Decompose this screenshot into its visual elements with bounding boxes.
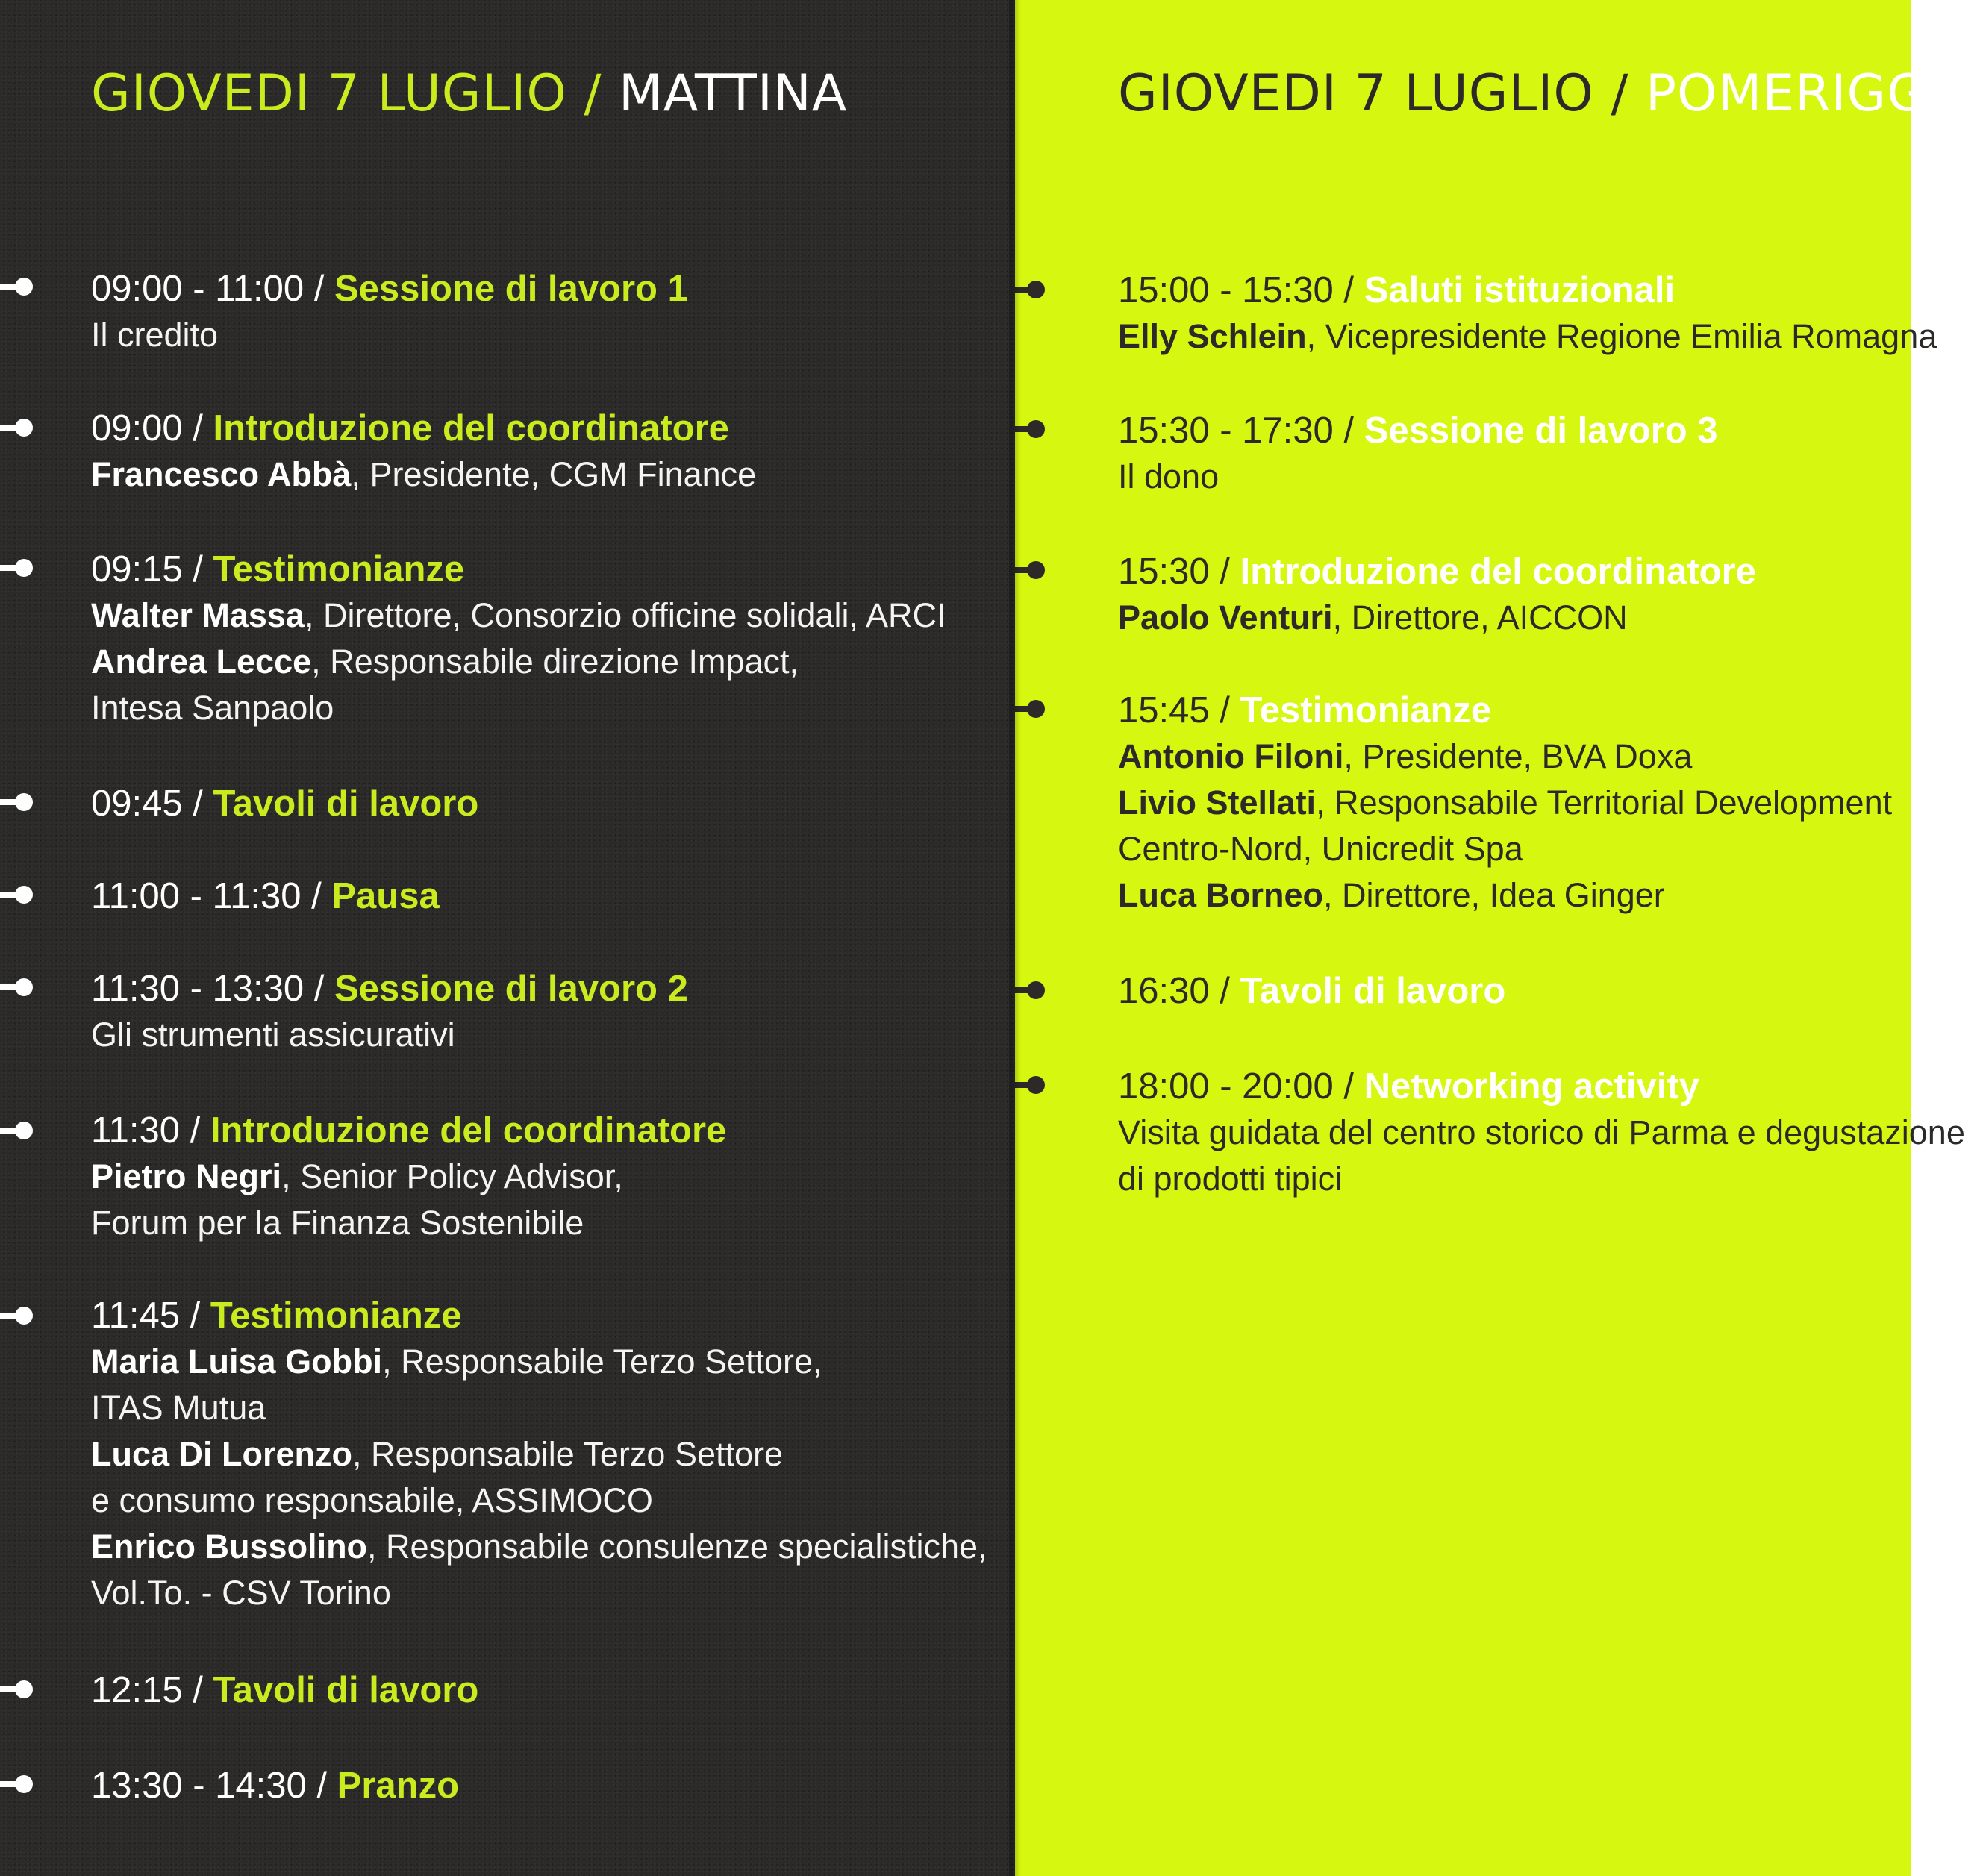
entry-time: 16:30 / [1118, 971, 1240, 1011]
speaker-role: , Presidente, CGM Finance [351, 455, 757, 493]
entry-title: Tavoli di lavoro [213, 784, 479, 824]
speaker-role: , Presidente, BVA Doxa [1343, 737, 1693, 775]
entry-header [91, 1107, 726, 1154]
entry-header [91, 266, 688, 312]
entry-time: 11:30 / [91, 1110, 210, 1151]
entry-title: Testimonianze [213, 549, 465, 590]
entry-title: Tavoli di lavoro [1240, 971, 1506, 1011]
entry-title: Introduzione del coordinatore [213, 408, 729, 448]
entry-header [91, 873, 440, 919]
speaker-name: Francesco Abbà [91, 455, 352, 493]
entry-description: Il credito [91, 316, 219, 354]
speaker [1118, 780, 1892, 826]
timeline-bullet-icon [0, 278, 33, 296]
entry-title: Testimonianze [210, 1295, 462, 1336]
page-fold-shadow [1009, 0, 1021, 1876]
entry-description: Il dono [1118, 457, 1220, 495]
agenda-entry [91, 1667, 478, 1713]
speaker-role: , Responsabile direzione Impact, [311, 642, 799, 681]
heading-day: GIOVEDI 7 LUGLIO / [91, 64, 619, 123]
entry-time: 09:15 / [91, 549, 213, 590]
speaker-name: Antonio Filoni [1118, 737, 1344, 775]
entry-header [1118, 267, 1937, 313]
speaker-name: Livio Stellati [1118, 784, 1317, 822]
speaker-role: , Vicepresidente Regione Emilia Romagna [1306, 317, 1937, 355]
speaker-name: Elly Schlein [1118, 317, 1307, 355]
heading-part: POMERIGGIO [1646, 64, 1983, 123]
entry-description: Visita guidata del centro storico di Parma e degustazione [1118, 1113, 1965, 1151]
entry-header [91, 1292, 987, 1339]
entry-time: 12:15 / [91, 1670, 213, 1710]
entry-description-continued: di prodotti tipici [1118, 1160, 1343, 1198]
entry-time: 09:00 / [91, 408, 213, 448]
entry-time: 11:30 - 13:30 / [91, 969, 334, 1009]
agenda-entry [1118, 687, 1892, 919]
speaker-name: Andrea Lecce [91, 642, 312, 681]
agenda-entry [91, 266, 688, 358]
agenda-entry [1118, 548, 1756, 641]
timeline-bullet-icon [0, 793, 33, 811]
entry-title: Networking activity [1364, 1066, 1699, 1107]
heading-day: GIOVEDI 7 LUGLIO / [1118, 64, 1646, 123]
agenda-entry [91, 405, 756, 498]
morning-heading [91, 64, 847, 123]
entry-header [1118, 1063, 1965, 1110]
speaker [91, 1524, 987, 1570]
speaker-name: Luca Borneo [1118, 876, 1324, 914]
entry-title: Pausa [331, 876, 440, 916]
speaker-name: Walter Massa [91, 596, 305, 634]
entry-header [1118, 687, 1892, 734]
entry-time: 18:00 - 20:00 / [1118, 1066, 1364, 1107]
speaker-role: , Direttore, Idea Ginger [1323, 876, 1665, 914]
speaker [91, 1431, 987, 1478]
speaker-role-continued: e consumo responsabile, ASSIMOCO [91, 1481, 653, 1519]
agenda-entry [1118, 407, 1718, 500]
speaker [1118, 313, 1937, 360]
speaker [1118, 595, 1756, 641]
afternoon-panel [1015, 0, 1983, 1876]
agenda-entry [91, 546, 946, 731]
speaker-name: Pietro Negri [91, 1157, 282, 1195]
entry-time: 13:30 - 14:30 / [91, 1766, 337, 1806]
entry-time: 11:00 - 11:30 / [91, 876, 332, 916]
speaker-role-continued: ITAS Mutua [91, 1389, 266, 1427]
speaker-name: Paolo Venturi [1118, 598, 1333, 637]
speaker [91, 1154, 726, 1200]
speaker [1118, 734, 1892, 780]
speaker-role-continued: Centro-Nord, Unicredit Spa [1118, 830, 1523, 868]
entry-header [1118, 968, 1505, 1014]
speaker-role: , Responsabile Terzo Settore [352, 1435, 784, 1473]
speaker-role: , Direttore, AICCON [1332, 598, 1628, 637]
agenda-entry [1118, 968, 1505, 1014]
agenda-entry [91, 966, 688, 1058]
agenda-entry [1118, 1063, 1965, 1202]
agenda-entry [91, 1763, 459, 1809]
entry-header [91, 405, 756, 451]
agenda-entry [91, 873, 440, 919]
timeline-bullet-icon [0, 419, 33, 437]
agenda-entry [91, 1107, 726, 1246]
timeline-bullet-icon [0, 1122, 33, 1139]
speaker-role: , Senior Policy Advisor, [281, 1157, 623, 1195]
speaker-role: , Responsabile consulenze specialistiche, [367, 1528, 987, 1566]
entry-title: Sessione di lavoro 2 [334, 969, 688, 1009]
entry-header [91, 1667, 478, 1713]
speaker-name: Enrico Bussolino [91, 1528, 368, 1566]
entry-description: Gli strumenti assicurativi [91, 1016, 455, 1054]
timeline-bullet-icon [0, 886, 33, 904]
speaker-role-continued: Forum per la Finanza Sostenibile [91, 1204, 584, 1242]
entry-header [91, 546, 946, 592]
entry-header [91, 966, 688, 1012]
speaker-name: Maria Luisa Gobbi [91, 1342, 383, 1381]
entry-title: Sessione di lavoro 1 [334, 269, 688, 309]
speaker-name: Luca Di Lorenzo [91, 1435, 353, 1473]
entry-title: Testimonianze [1240, 690, 1492, 731]
speaker-role-continued: Intesa Sanpaolo [91, 689, 334, 727]
speaker-role: , Responsabile Terzo Settore, [382, 1342, 822, 1381]
entry-title: Pranzo [337, 1766, 460, 1806]
afternoon-heading [1118, 64, 1983, 123]
speaker [91, 592, 946, 639]
speaker [1118, 872, 1892, 919]
speaker-role: , Direttore, Consorzio officine solidali, ARCI [304, 596, 946, 634]
entry-header [91, 781, 478, 827]
entry-title: Tavoli di lavoro [213, 1670, 479, 1710]
entry-time: 15:45 / [1118, 690, 1240, 731]
timeline-bullet-icon [0, 1307, 33, 1325]
timeline-bullet-icon [0, 1680, 33, 1698]
entry-time: 15:30 - 17:30 / [1118, 410, 1364, 451]
timeline-bullet-icon [0, 1775, 33, 1793]
entry-title: Introduzione del coordinatore [210, 1110, 727, 1151]
entry-title: Sessione di lavoro 3 [1364, 410, 1718, 451]
entry-title: Saluti istituzionali [1364, 270, 1676, 310]
entry-time: 15:30 / [1118, 551, 1240, 592]
heading-part: MATTINA [619, 64, 848, 123]
speaker-role: , Responsabile Territorial Development [1316, 784, 1893, 822]
speaker [91, 1339, 987, 1385]
entry-time: 15:00 - 15:30 / [1118, 270, 1364, 310]
agenda-entry [1118, 267, 1937, 360]
agenda-entry [91, 1292, 987, 1616]
entry-header [91, 1763, 459, 1809]
agenda-entry [91, 781, 478, 827]
entry-time: 09:45 / [91, 784, 213, 824]
speaker-role-continued: Vol.To. - CSV Torino [91, 1574, 391, 1612]
entry-header [1118, 548, 1756, 595]
timeline-bullet-icon [0, 559, 33, 577]
entry-header [1118, 407, 1718, 454]
entry-title: Introduzione del coordinatore [1240, 551, 1756, 592]
speaker [91, 639, 946, 685]
timeline-bullet-icon [0, 978, 33, 996]
speaker [91, 451, 756, 498]
entry-time: 09:00 - 11:00 / [91, 269, 334, 309]
entry-time: 11:45 / [91, 1295, 210, 1336]
